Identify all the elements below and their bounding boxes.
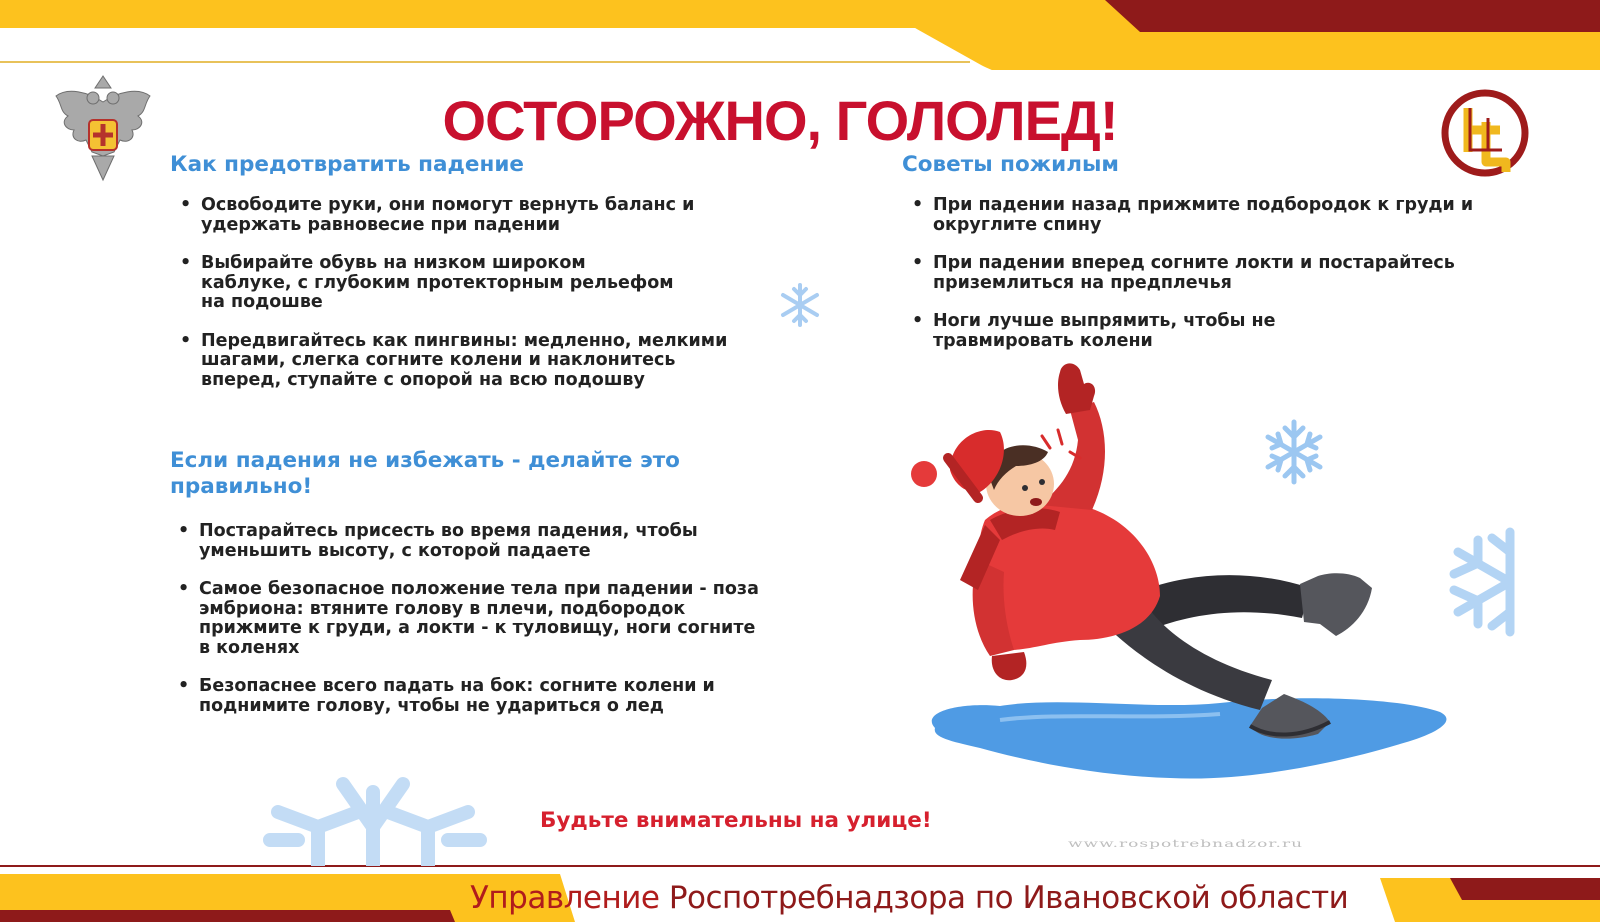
snowflake-icon: [775, 280, 825, 330]
prevent-fall-list: [174, 196, 754, 409]
list-item: • Безопаснее всего падать на бок: согните колени и поднимите голову, чтобы не удариться о лед: [172, 677, 719, 716]
list-item: • Самое безопасное положение тела при падении - поза эмбриона: втяните голову в плечи, подбородок прижмите к груди, а локти - к туловищу, ноги согните в коленях: [172, 580, 759, 658]
elderly-heading: Советы пожилым: [902, 152, 1119, 177]
emblem-icon: [48, 72, 158, 187]
fall-correctly-list: [172, 521, 759, 735]
footer-title-part1: Управление: [470, 880, 660, 916]
list-item: • Постарайтесь присесть во время падения, чтобы уменьшить высоту, с которой падаете: [172, 522, 752, 561]
list-item: • При падении вперед согните локти и постарайтесь приземлиться на предплечья: [906, 254, 1516, 293]
fall-correctly-heading: Если падения не избежать - делайте это правильно!: [170, 448, 680, 499]
page-title: ОСТОРОЖНО, ГОЛОЛЕД!: [442, 89, 1118, 152]
list-item: • Освободите руки, они помогут вернуть баланс и удержать равновесие при падении: [174, 196, 754, 235]
center-logo-icon: [1440, 88, 1530, 178]
footer-title-part2: Роспотребнадзора по Ивановской области: [668, 880, 1349, 916]
website-watermark: www.rospotrebnadzor.ru: [1068, 838, 1304, 850]
list-item: • Выбирайте обувь на низком широком каблуке, с глубоким протекторным рельефом на подошве: [174, 254, 681, 313]
elderly-list: [906, 196, 1516, 370]
list-item: • Ноги лучше выпрямить, чтобы не травмировать колени: [906, 312, 1393, 351]
falling-person-illustration: [900, 360, 1460, 800]
list-item: • Передвигайтесь как пингвины: медленно, мелкими шагами, слегка согните колени и наклонитесь вперед, ступайте с опорой на всю подошву: [174, 332, 741, 391]
snowflake-icon: [258, 772, 488, 866]
warning-text: Будьте внимательны на улице!: [540, 808, 932, 833]
prevent-fall-heading: Как предотвратить падение: [170, 152, 524, 177]
footer-title: [470, 878, 1348, 918]
list-item: • При падении назад прижмите подбородок к груди и округлите спину: [906, 196, 1493, 235]
